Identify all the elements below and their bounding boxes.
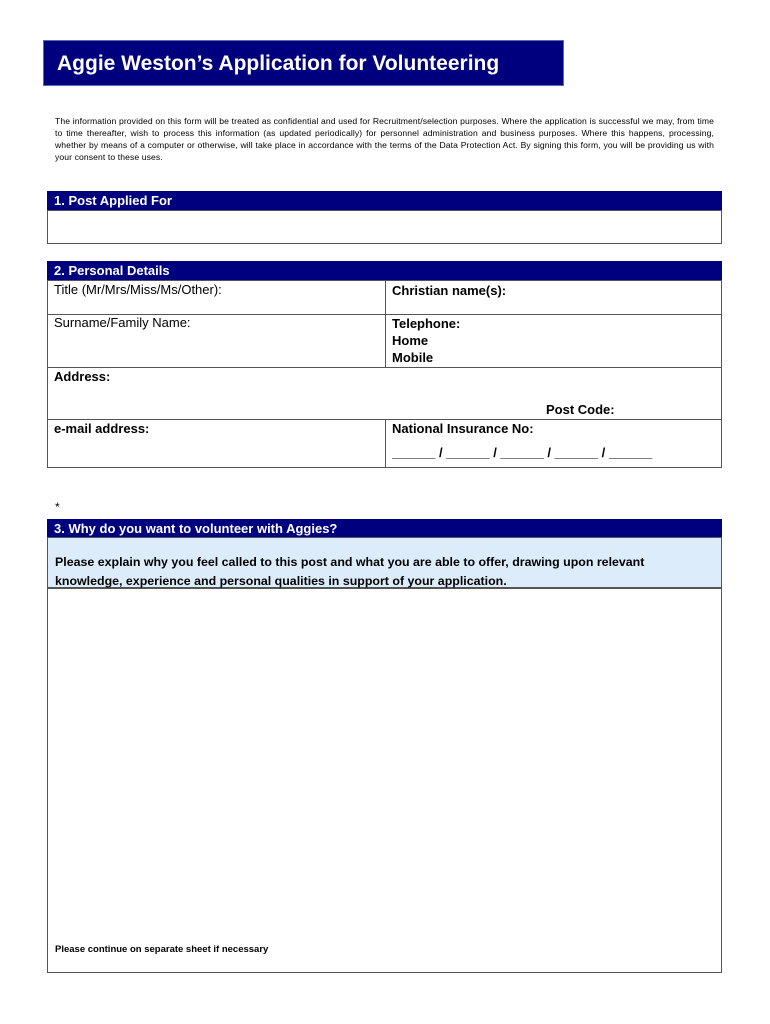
christian-name-label: Christian name(s): [392,283,507,298]
title-label: Title (Mr/Mrs/Miss/Ms/Other): [54,282,222,297]
column-divider [385,419,386,468]
section-2-header: 2. Personal Details [47,261,722,280]
continue-note: Please continue on separate sheet if necessary [55,944,269,955]
explain-instructions [47,537,722,588]
asterisk-note: * [55,500,60,514]
ni-label: National Insurance No: [392,421,534,436]
intro-paragraph: The information provided on this form will be treated as confidential and used for Recruitment/selection purposes. Where the application is successful we may, from time to time thereafter, wish to process this information (as updated periodically) for personnel administration and business purposes. Where this happens, processing, whether by means of a computer or otherwise, will take place in accordance with the terms of the Data Protection Act. By signing this form, you will be providing us with your consent to these uses. [55,116,714,162]
title-banner [43,40,564,86]
address-label: Address: [54,369,111,384]
row-divider [47,419,722,420]
column-divider [385,280,386,368]
post-applied-field[interactable] [47,210,722,244]
home-label: Home [392,333,429,348]
explain-text: Please explain why you feel called to this post and what you are able to offer, drawing upon relevant knowledge, experience and personal qualities in support of your application. [55,555,645,588]
surname-label: Surname/Family Name: [54,315,191,330]
row-divider [47,367,722,368]
telephone-label: Telephone: [392,316,461,331]
volunteer-reason-field[interactable] [47,588,722,973]
postcode-label: Post Code: [546,402,615,417]
email-label: e-mail address: [54,421,150,436]
section-1-header: 1. Post Applied For [47,191,722,210]
ni-blanks[interactable]: ______ / ______ / ______ / ______ / ______ [392,445,653,460]
section-3-header: 3. Why do you want to volunteer with Aggies? [47,519,722,538]
page-title: Aggie Weston’s Application for Volunteering [57,52,500,75]
mobile-label: Mobile [392,350,434,365]
